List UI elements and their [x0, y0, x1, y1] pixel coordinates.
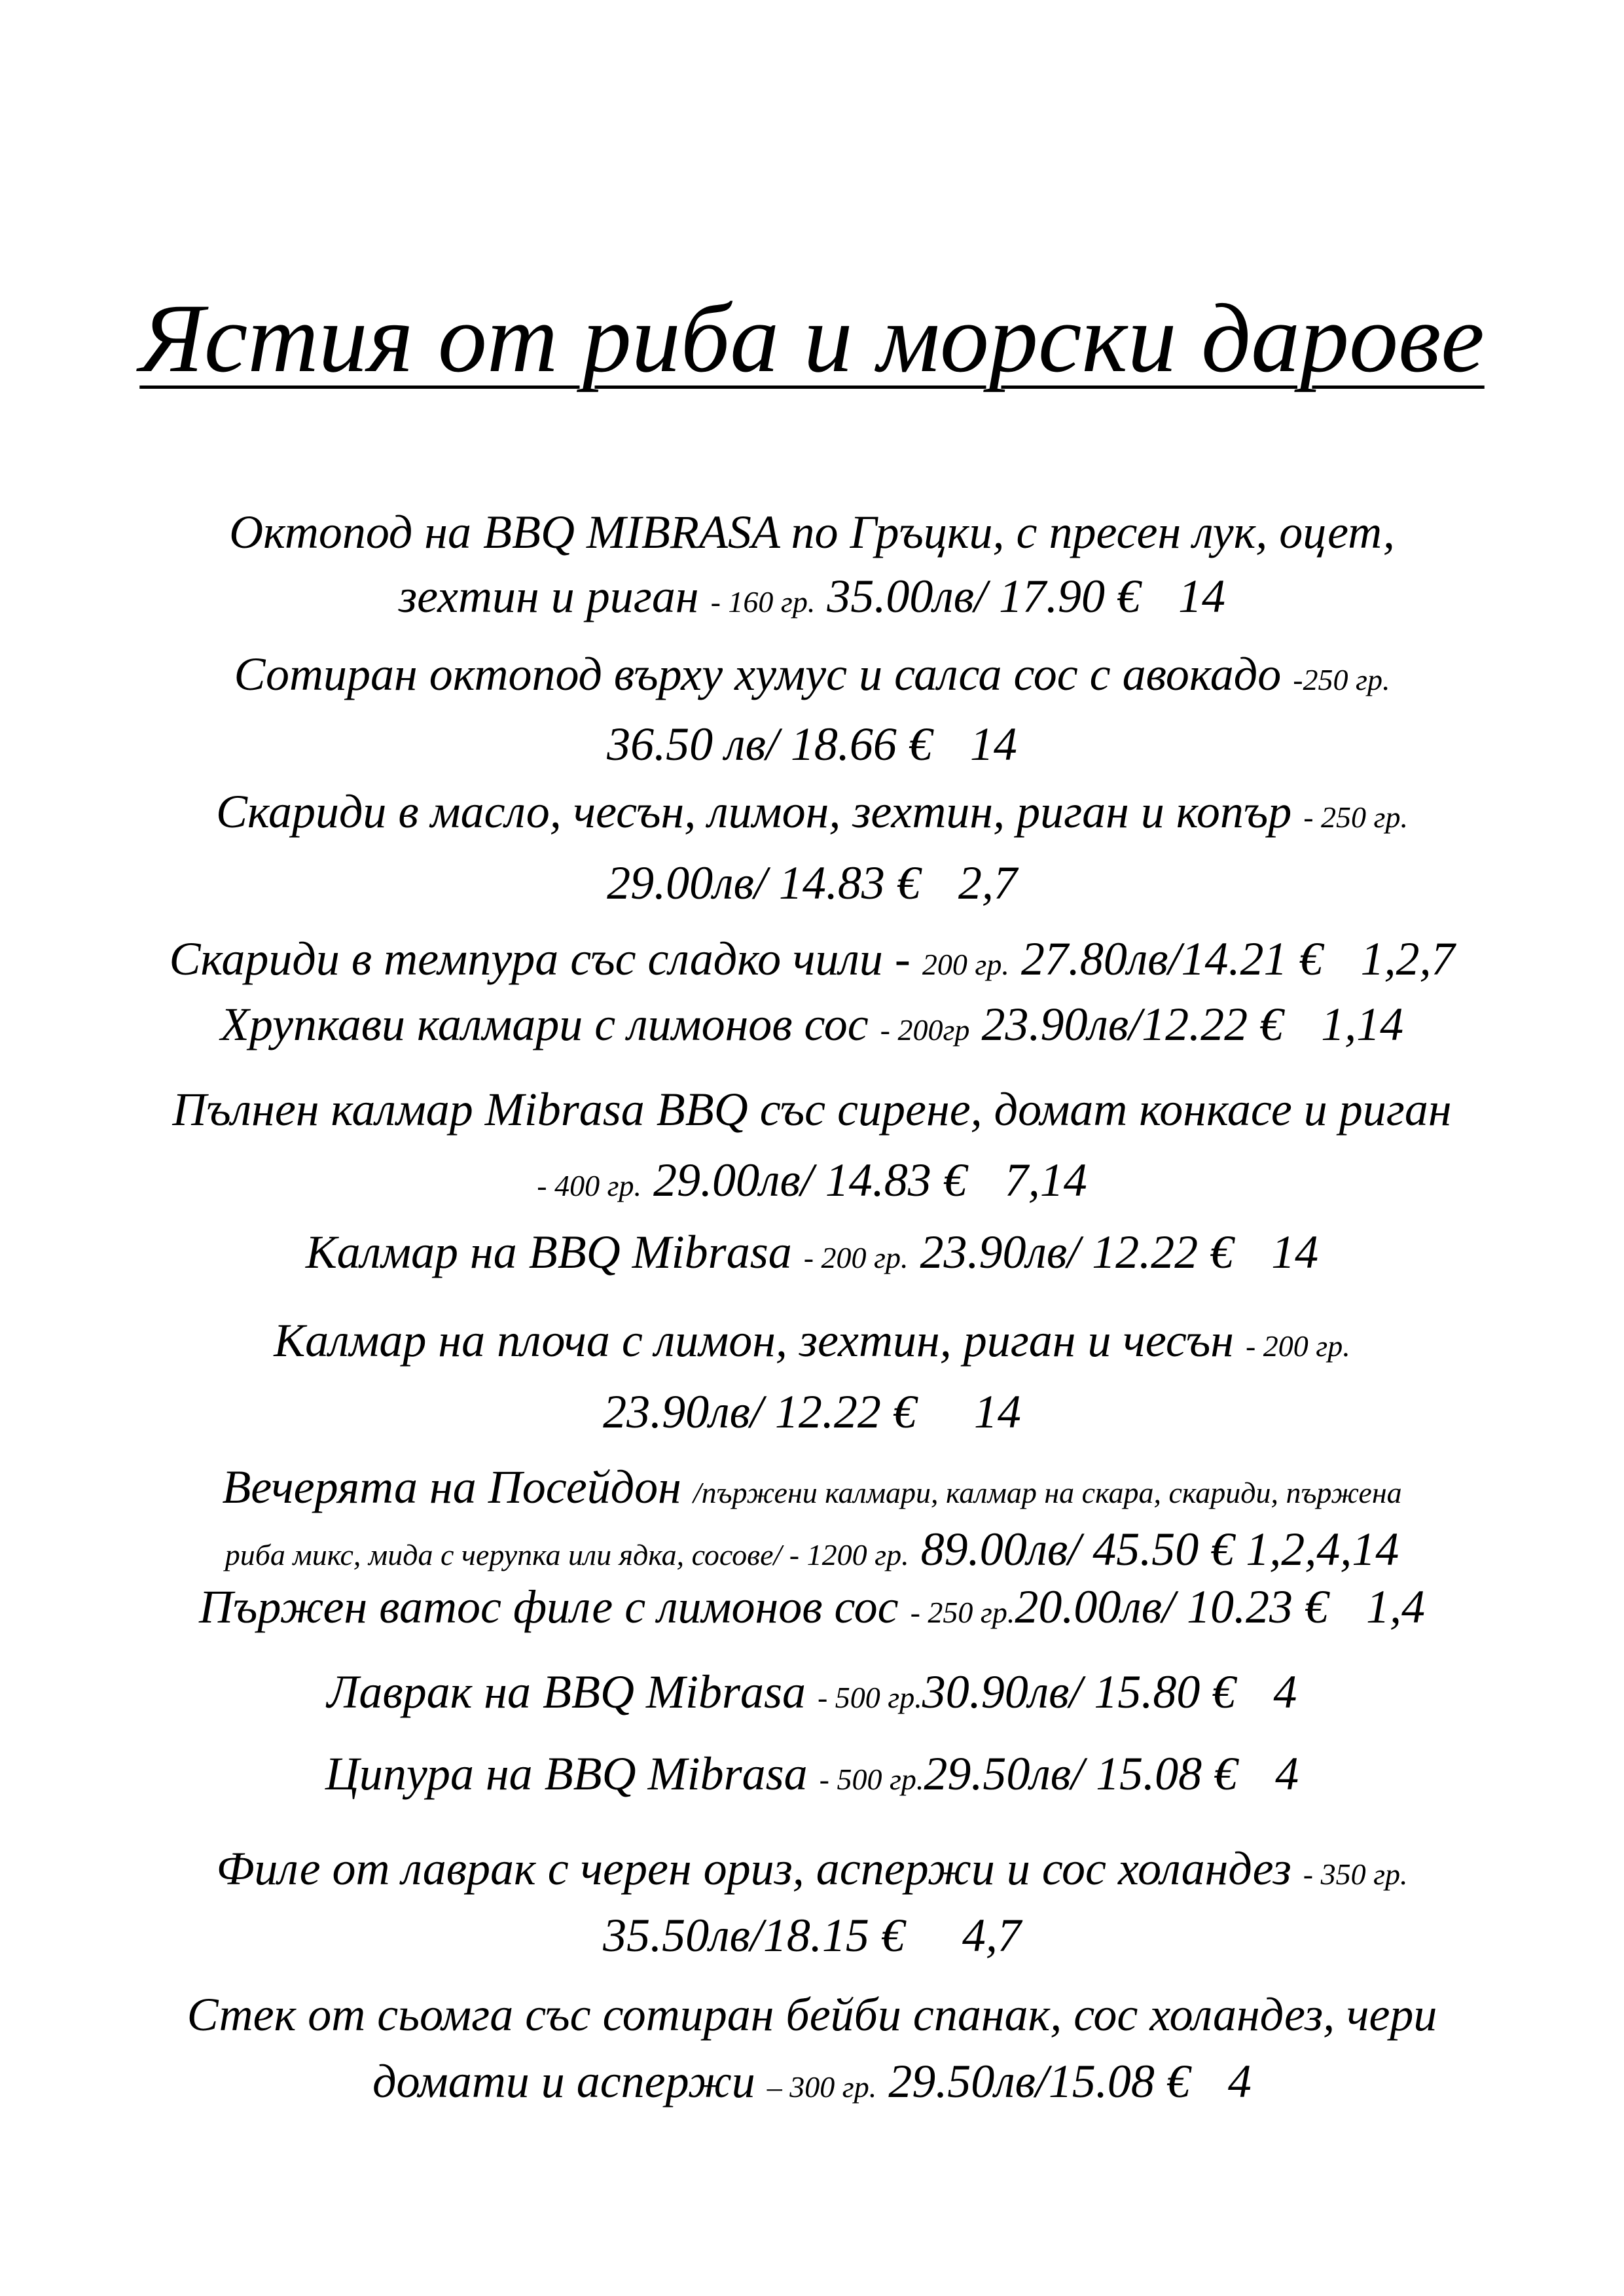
item-name: Скариди в масло, чесън, лимон, зехтин, риган и копър: [216, 785, 1292, 838]
menu-item-details: [0, 715, 1624, 774]
item-name: Сотиран октопод върху хумус и салса сос с авокадо: [234, 648, 1282, 700]
item-allergens: 1,4: [1366, 1581, 1426, 1633]
item-allergens: 14: [969, 718, 1017, 770]
item-price-bgn: 20.00лв/: [1015, 1581, 1176, 1633]
item-description-cont: риба микс, мида с черупка или ядка, сосове/ - 1200 гр.: [225, 1538, 909, 1571]
item-allergens: 14: [1271, 1226, 1319, 1278]
item-name-cont: зехтин и риган: [399, 570, 699, 622]
menu-item-name: [0, 503, 1624, 562]
item-weight: - 250 гр.: [1303, 800, 1408, 834]
item-weight: - 250 гр.: [910, 1596, 1015, 1629]
item-price-bgn: 36.50 лв/: [607, 718, 779, 770]
item-allergens: 1,14: [1321, 998, 1404, 1050]
item-name: Стек от сьомга със сотиран бейби спанак, сос холандез, чери: [187, 1988, 1437, 2041]
menu-item: [0, 1744, 1624, 1809]
menu-item: [0, 995, 1624, 1060]
item-price-bgn: 35.00лв/: [827, 570, 987, 622]
item-price-bgn: 23.90лв/: [981, 998, 1142, 1050]
item-name: Филе от лаврак с черен ориз, аспержи и сос холандез: [216, 1842, 1291, 1895]
menu-item-name: [0, 1458, 1624, 1522]
item-allergens: 14: [973, 1386, 1021, 1438]
item-weight: - 200гр: [880, 1013, 970, 1047]
menu-item: [0, 1577, 1624, 1642]
item-weight: - 500 гр.: [819, 1763, 924, 1796]
item-allergens: 1,2,7: [1360, 933, 1455, 985]
item-allergens: 14: [1178, 570, 1225, 622]
item-name-cont: домати и аспержи: [372, 2055, 755, 2108]
page-title: Ястия от риба и морски дарове: [139, 284, 1485, 393]
menu-item-details: [0, 1906, 1624, 1965]
item-weight: 200 гр.: [922, 948, 1009, 981]
item-name: Скариди в темпура със сладко чили -: [169, 933, 911, 985]
menu-item-name: [0, 1311, 1624, 1376]
item-name: Ципура на BBQ Mibrasa: [325, 1748, 808, 1800]
item-allergens: 2,7: [958, 857, 1017, 909]
item-price-eur: 12.22 €: [774, 1386, 916, 1438]
item-price-bgn: 29.00лв/: [653, 1154, 814, 1206]
item-price-bgn: 29.50лв/: [924, 1748, 1085, 1800]
item-name: Октопод на BBQ MIBRASA по Гръцки, с пресен лук, оцет,: [229, 506, 1395, 558]
item-price-eur: 15.08 €: [1048, 2055, 1190, 2108]
item-price-eur: 15.08 €: [1096, 1748, 1238, 1800]
item-price-bgn: 23.90лв/: [603, 1386, 763, 1438]
menu-item-name: [0, 782, 1624, 847]
item-allergens: 4: [1273, 1666, 1297, 1718]
item-name: Хрупкави калмари с лимонов сос: [220, 998, 869, 1050]
item-price-bgn: 23.90лв/: [920, 1226, 1081, 1278]
item-name: Пържен ватос филе с лимонов сос: [198, 1581, 899, 1633]
item-price-eur: 14.83 €: [778, 857, 920, 909]
item-price-eur: 10.23 €: [1187, 1581, 1329, 1633]
item-price-eur: 14.21 €: [1181, 933, 1323, 985]
item-price-bgn: 27.80лв/: [1020, 933, 1182, 985]
menu-item-name: [0, 645, 1624, 709]
menu-item: [0, 1662, 1624, 1727]
item-name: Вечерята на Посейдон: [222, 1461, 681, 1513]
item-price-eur: 18.66 €: [790, 718, 932, 770]
item-allergens: 7,14: [1004, 1154, 1087, 1206]
item-weight: - 400 гр.: [537, 1169, 642, 1202]
item-name: Калмар на BBQ Mibrasa: [305, 1226, 792, 1278]
item-weight: - 200 гр.: [1245, 1329, 1350, 1363]
item-weight: - 500 гр.: [817, 1681, 922, 1714]
menu-item-name: [0, 1080, 1624, 1139]
item-price-eur: 12.22 €: [1142, 998, 1284, 1050]
item-description: /пържени калмари, калмар на скара, скариди, пържена: [693, 1476, 1402, 1509]
menu-item-name: [0, 1839, 1624, 1904]
item-name: Лаврак на BBQ Mibrasa: [327, 1666, 806, 1718]
item-price-eur: 18.15 €: [763, 1909, 905, 1962]
item-price-bgn: 35.50лв/: [603, 1909, 763, 1962]
menu-item-name: [0, 1985, 1624, 2044]
item-weight: - 160 гр.: [710, 585, 816, 619]
item-price-bgn: 29.00лв/: [607, 857, 767, 909]
item-name: Пълнен калмар Mibrasa BBQ със сирене, домат конкасе и риган: [172, 1083, 1452, 1136]
item-weight: - 350 гр.: [1303, 1857, 1408, 1891]
menu-item-details: [0, 1382, 1624, 1441]
menu-item-details: [0, 2052, 1624, 2117]
menu-item-details: [0, 1151, 1624, 1215]
menu-item-details: [0, 567, 1624, 632]
item-allergens: 4: [1227, 2055, 1252, 2108]
item-allergens: 4: [1275, 1748, 1299, 1800]
menu-item-details: [0, 1520, 1624, 1585]
item-price-eur: 14.83 €: [825, 1154, 967, 1206]
menu-item-details: [0, 853, 1624, 912]
item-price-eur: 12.22 €: [1092, 1226, 1234, 1278]
item-weight: – 300 гр.: [767, 2070, 877, 2104]
item-price-bgn: 29.50лв/: [888, 2055, 1049, 2108]
item-price-bgn: 89.00лв/: [920, 1523, 1081, 1575]
item-price-bgn: 30.90лв/: [922, 1666, 1083, 1718]
menu-item: [0, 929, 1624, 994]
item-allergens: 1,2,4,14: [1246, 1523, 1399, 1575]
item-price-eur: 15.80 €: [1094, 1666, 1236, 1718]
item-allergens: 4,7: [962, 1909, 1021, 1962]
item-price-eur: 17.90 €: [999, 570, 1140, 622]
item-price-eur: 45.50 €: [1092, 1523, 1235, 1575]
item-weight: -250 гр.: [1293, 663, 1390, 696]
item-name: Калмар на плоча с лимон, зехтин, риган и чесън: [274, 1314, 1234, 1367]
menu-item: [0, 1223, 1624, 1287]
item-weight: - 200 гр.: [803, 1241, 909, 1274]
